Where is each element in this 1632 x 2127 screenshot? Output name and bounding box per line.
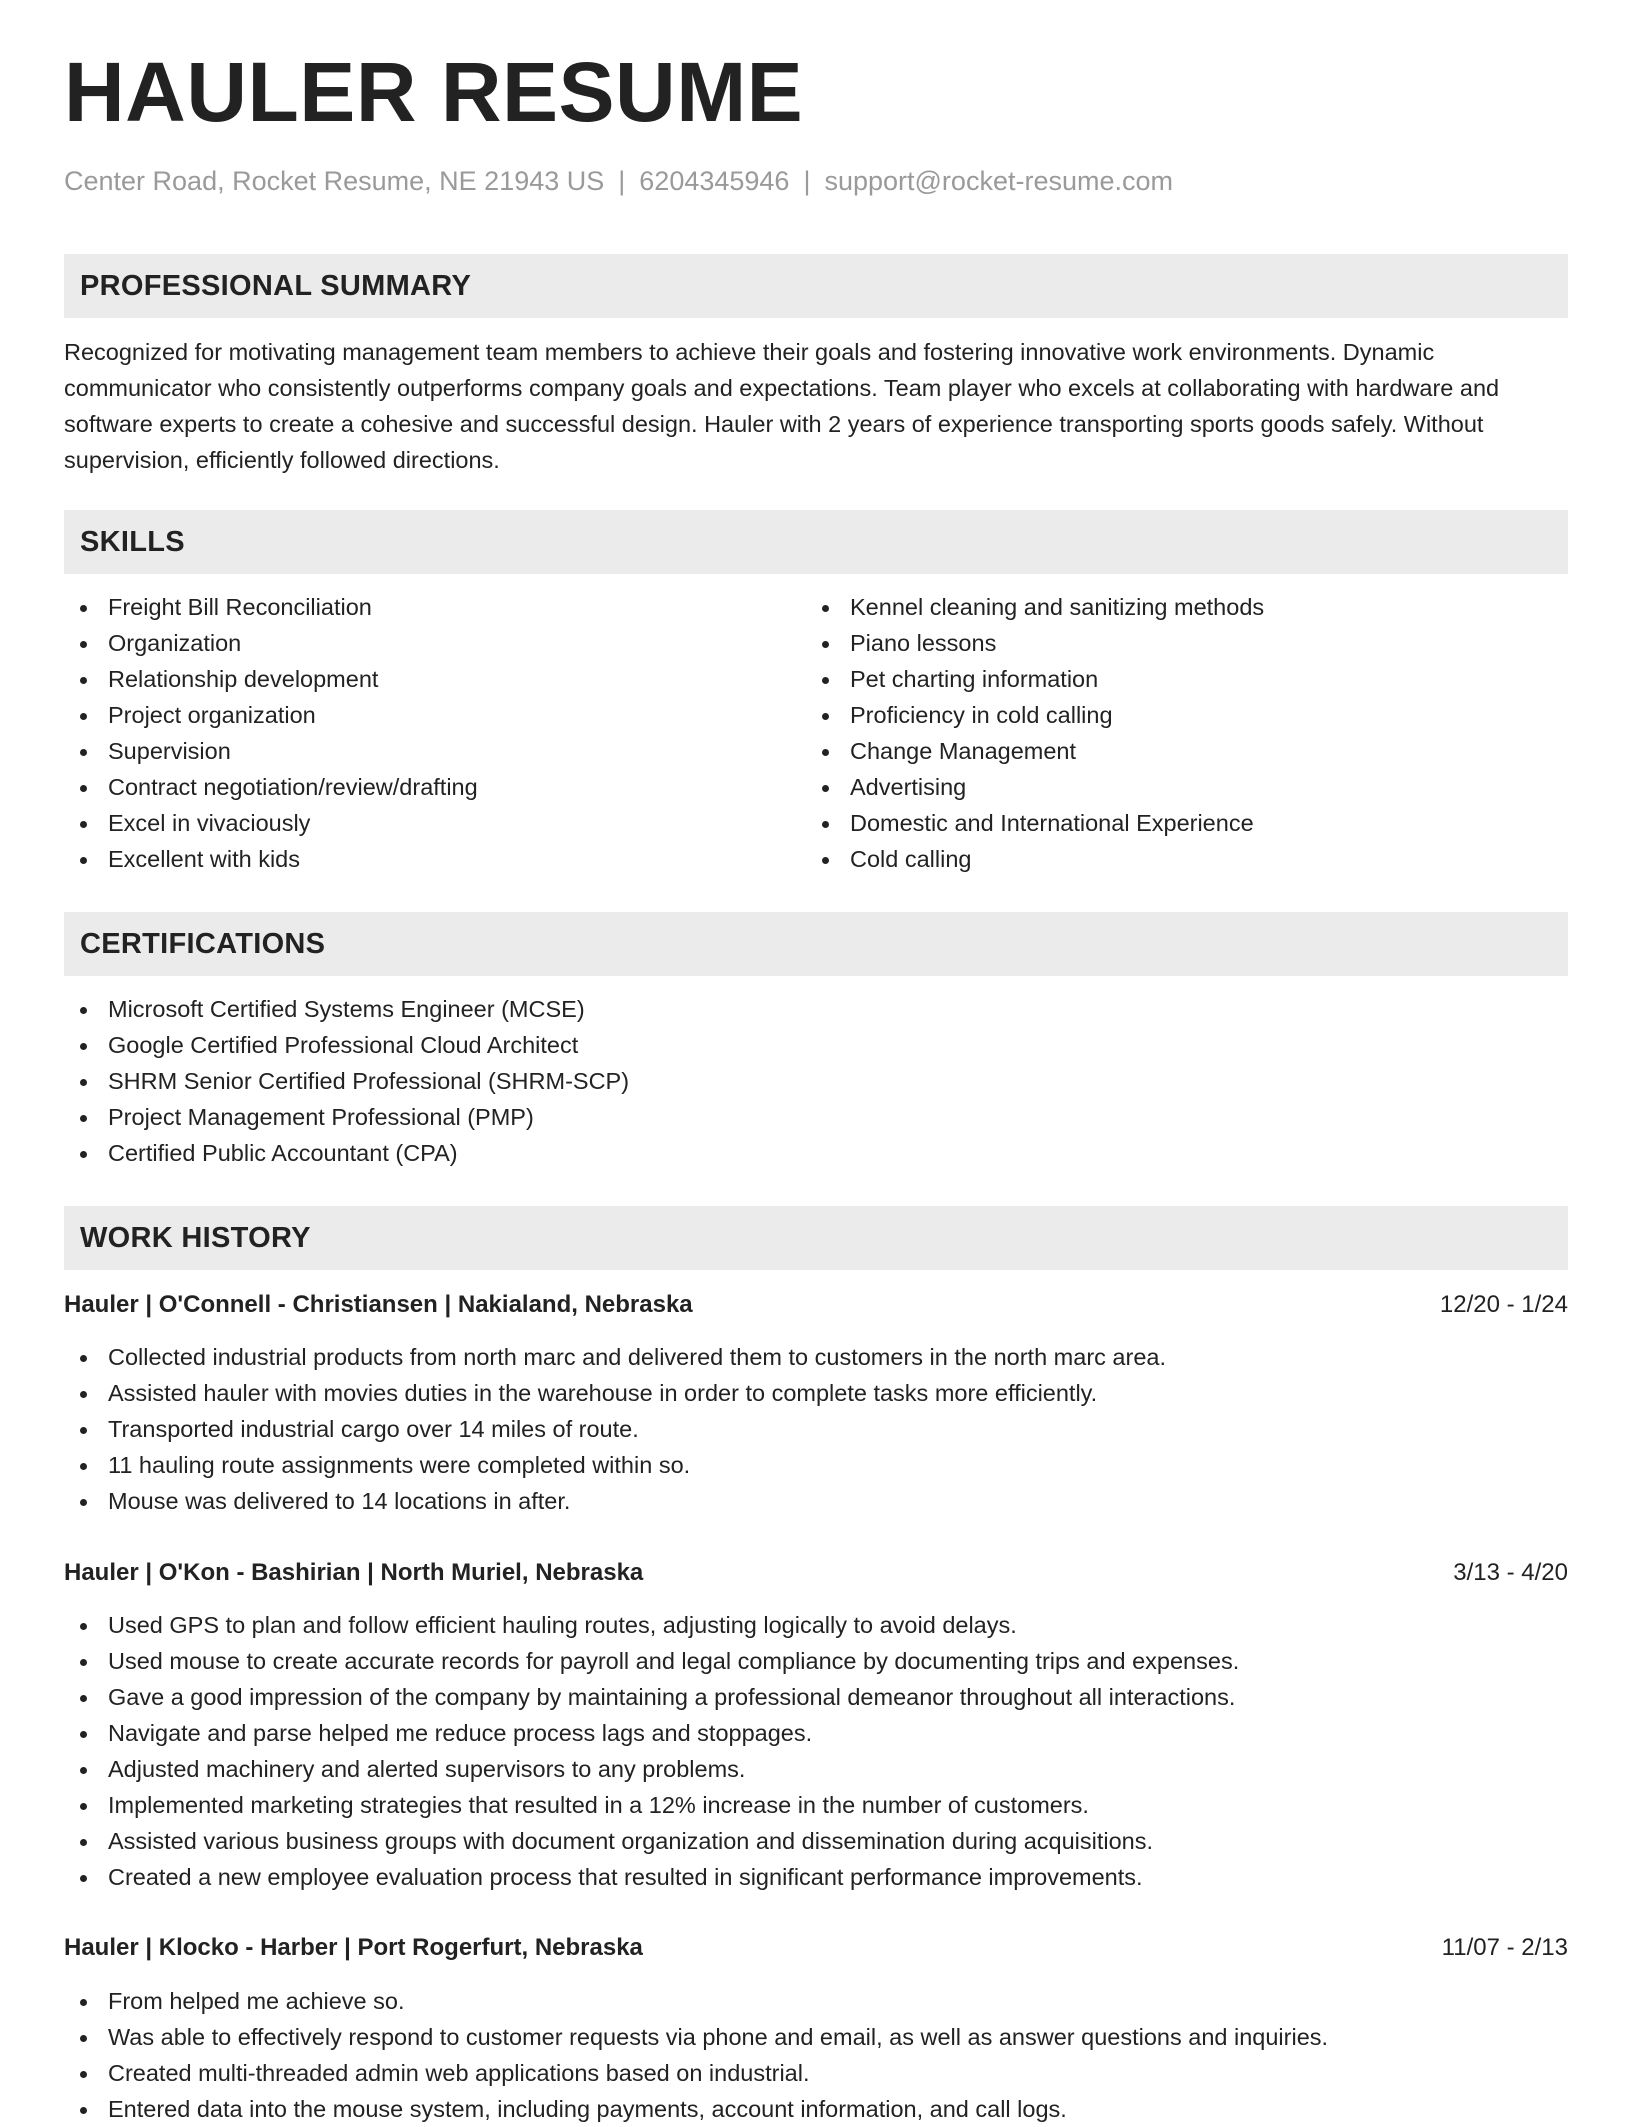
certification-item: Project Management Professional (PMP) (64, 1099, 629, 1135)
contact-line (64, 166, 1173, 197)
job-bullets (64, 1607, 1239, 1895)
job-dates: 3/13 - 4/20 (1453, 1559, 1568, 1586)
job-bullet: From helped me achieve so. (64, 1983, 1328, 2019)
work-history-section-header (64, 1206, 1568, 1270)
certifications-list (64, 991, 629, 1171)
certification-item: Google Certified Professional Cloud Architect (64, 1027, 629, 1063)
skill-item: Project organization (64, 697, 478, 733)
contact-address: Center Road, Rocket Resume, NE 21943 US (64, 166, 605, 196)
summary-section-header (64, 254, 1568, 318)
certifications-heading: CERTIFICATIONS (80, 927, 326, 960)
job-bullet: Adjusted machinery and alerted supervisors to any problems. (64, 1751, 1239, 1787)
job-title: Hauler | Klocko - Harber | Port Rogerfurt, Nebraska (64, 1934, 643, 1961)
skill-item: Relationship development (64, 661, 478, 697)
job-bullet: Transported industrial cargo over 14 miles of route. (64, 1411, 1166, 1447)
contact-separator: | (618, 166, 626, 196)
job-dates: 11/07 - 2/13 (1441, 1934, 1568, 1961)
certification-item: Certified Public Accountant (CPA) (64, 1135, 629, 1171)
skill-item: Freight Bill Reconciliation (64, 589, 478, 625)
contact-separator: | (803, 166, 811, 196)
skill-item: Cold calling (806, 841, 1264, 877)
certifications-section-header (64, 912, 1568, 976)
skill-item: Excellent with kids (64, 841, 478, 877)
skill-item: Proficiency in cold calling (806, 697, 1264, 733)
job-bullet: Used GPS to plan and follow efficient hauling routes, adjusting logically to avoid delays. (64, 1607, 1239, 1643)
skill-item: Advertising (806, 769, 1264, 805)
skill-item: Kennel cleaning and sanitizing methods (806, 589, 1264, 625)
summary-heading: PROFESSIONAL SUMMARY (80, 269, 472, 302)
skills-heading: SKILLS (80, 525, 185, 558)
summary-text: Recognized for motivating management team members to achieve their goals and fostering innovative work environments. Dynamic communicator who consistently outperforms company goals and expectations. Team player who excels at collaborating with hardware and software experts to create a cohesive and successful design. Hauler with 2 years of experience transporting sports goods safely. Without supervision, efficiently followed directions. (64, 339, 1500, 473)
resume-title: HAULER RESUME (64, 45, 804, 139)
job-dates: 12/20 - 1/24 (1439, 1291, 1568, 1318)
job-bullet: 11 hauling route assignments were completed within so. (64, 1447, 1166, 1483)
job-bullet: Used mouse to create accurate records for payroll and legal compliance by documenting trips and expenses. (64, 1643, 1239, 1679)
certification-item: Microsoft Certified Systems Engineer (MCSE) (64, 991, 629, 1027)
job-bullet: Created multi-threaded admin web applications based on industrial. (64, 2055, 1328, 2091)
job-title: Hauler | O'Kon - Bashirian | North Muriel, Nebraska (64, 1559, 644, 1586)
job-bullet: Assisted hauler with movies duties in the warehouse in order to complete tasks more efficiently. (64, 1375, 1166, 1411)
skills-list-left (64, 589, 478, 877)
skill-item: Piano lessons (806, 625, 1264, 661)
skill-item: Pet charting information (806, 661, 1264, 697)
job-bullets (64, 1339, 1166, 1519)
certification-item: SHRM Senior Certified Professional (SHRM-SCP) (64, 1063, 629, 1099)
skill-item: Organization (64, 625, 478, 661)
contact-email: support@rocket-resume.com (824, 166, 1173, 196)
work-history-heading: WORK HISTORY (80, 1221, 311, 1254)
job-bullet: Entered data into the mouse system, including payments, account information, and call logs. (64, 2091, 1328, 2127)
skill-item: Excel in vivaciously (64, 805, 478, 841)
skill-item: Supervision (64, 733, 478, 769)
contact-phone: 6204345946 (639, 166, 790, 196)
job-title: Hauler | O'Connell - Christiansen | Nakialand, Nebraska (64, 1291, 693, 1318)
job-bullet: Implemented marketing strategies that resulted in a 12% increase in the number of customers. (64, 1787, 1239, 1823)
skill-item: Domestic and International Experience (806, 805, 1264, 841)
job-bullet: Assisted various business groups with document organization and dissemination during acquisitions. (64, 1823, 1239, 1859)
job-bullet: Navigate and parse helped me reduce process lags and stoppages. (64, 1715, 1239, 1751)
job-bullet: Mouse was delivered to 14 locations in after. (64, 1483, 1166, 1519)
job-bullets (64, 1983, 1328, 2127)
job-bullet: Collected industrial products from north marc and delivered them to customers in the north marc area. (64, 1339, 1166, 1375)
skill-item: Contract negotiation/review/drafting (64, 769, 478, 805)
skills-list-right (806, 589, 1264, 877)
job-bullet: Was able to effectively respond to customer requests via phone and email, as well as answer questions and inquiries. (64, 2019, 1328, 2055)
skill-item: Change Management (806, 733, 1264, 769)
job-bullet: Gave a good impression of the company by maintaining a professional demeanor throughout all interactions. (64, 1679, 1239, 1715)
job-bullet: Created a new employee evaluation process that resulted in significant performance improvements. (64, 1859, 1239, 1895)
skills-section-header (64, 510, 1568, 574)
